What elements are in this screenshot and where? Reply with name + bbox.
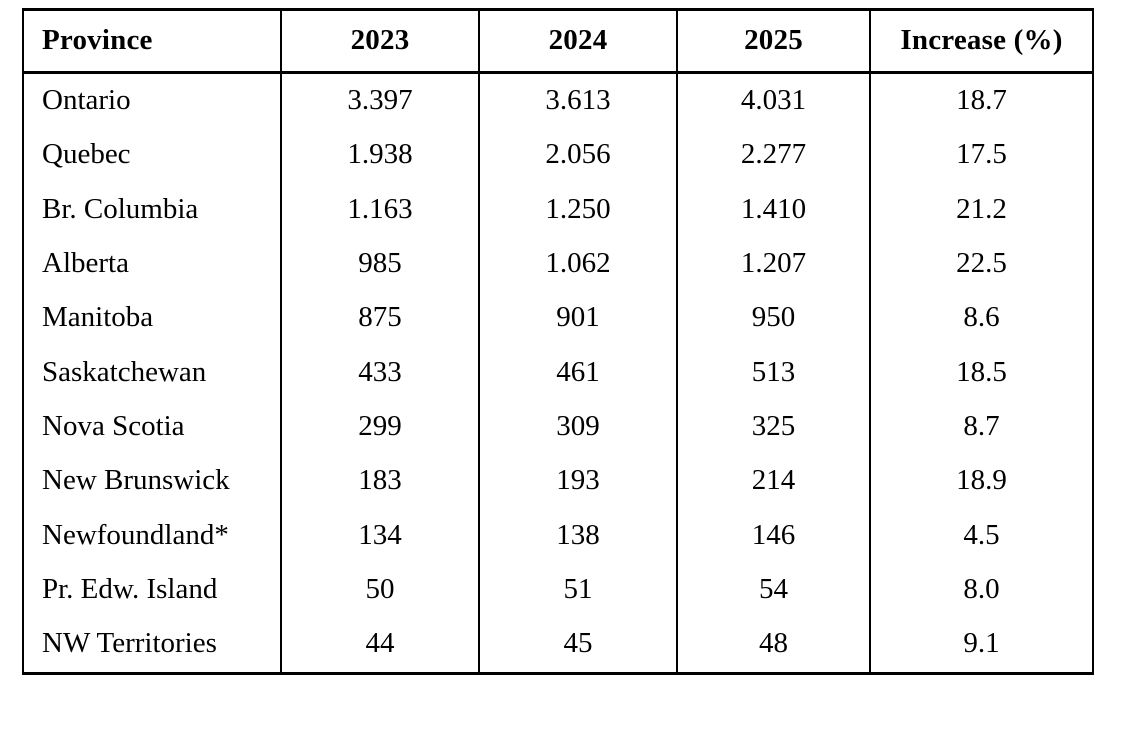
cell-2023: 3.397 <box>281 73 479 129</box>
cell-province: NW Territories <box>42 627 217 660</box>
cell-increase: 9.1 <box>870 617 1093 673</box>
table-row <box>23 563 1093 617</box>
cell-2023: 183 <box>281 454 479 508</box>
cell-increase: 21.2 <box>870 183 1093 237</box>
cell-increase: 8.6 <box>870 291 1093 345</box>
cell-2023: 134 <box>281 509 479 563</box>
cell-increase: 17.5 <box>870 128 1093 182</box>
table-row <box>23 183 1093 237</box>
province-data-table <box>22 8 1094 675</box>
cell-increase: 18.5 <box>870 346 1093 400</box>
column-header-2023: 2023 <box>281 10 479 73</box>
column-header-2025: 2025 <box>677 10 870 73</box>
cell-increase: 18.7 <box>870 73 1093 129</box>
cell-2024: 309 <box>479 400 677 454</box>
cell-2023: 875 <box>281 291 479 345</box>
cell-2024: 51 <box>479 563 677 617</box>
cell-province: New Brunswick <box>42 464 230 497</box>
cell-increase: 22.5 <box>870 237 1093 291</box>
cell-province: Quebec <box>42 138 131 171</box>
cell-province: Newfoundland* <box>42 518 229 551</box>
cell-2023: 299 <box>281 400 479 454</box>
cell-province: Manitoba <box>42 301 154 334</box>
cell-2025: 214 <box>677 454 870 508</box>
table-body <box>23 73 1093 674</box>
cell-2024: 1.250 <box>479 183 677 237</box>
table-row <box>23 454 1093 508</box>
cell-2023: 1.163 <box>281 183 479 237</box>
table-row <box>23 237 1093 291</box>
cell-province: Nova Scotia <box>42 410 185 443</box>
cell-2024: 901 <box>479 291 677 345</box>
table-container <box>22 8 1092 675</box>
table-row <box>23 400 1093 454</box>
cell-2023: 433 <box>281 346 479 400</box>
table-row <box>23 509 1093 563</box>
cell-2024: 138 <box>479 509 677 563</box>
table-header <box>23 10 1093 73</box>
table-row <box>23 73 1093 129</box>
cell-2024: 3.613 <box>479 73 677 129</box>
column-header-province: Province <box>23 10 281 73</box>
cell-2025: 54 <box>677 563 870 617</box>
cell-2025: 2.277 <box>677 128 870 182</box>
cell-2024: 2.056 <box>479 128 677 182</box>
table-row <box>23 291 1093 345</box>
cell-province: Br. Columbia <box>42 192 199 225</box>
cell-province: Ontario <box>42 84 131 116</box>
cell-2023: 1.938 <box>281 128 479 182</box>
table-row <box>23 617 1093 673</box>
cell-2023: 50 <box>281 563 479 617</box>
cell-2023: 44 <box>281 617 479 673</box>
table-row <box>23 346 1093 400</box>
cell-2025: 48 <box>677 617 870 673</box>
column-header-increase: Increase (%) <box>870 10 1093 73</box>
cell-2024: 461 <box>479 346 677 400</box>
cell-increase: 18.9 <box>870 454 1093 508</box>
cell-province: Pr. Edw. Island <box>42 573 218 606</box>
cell-2025: 950 <box>677 291 870 345</box>
cell-2025: 4.031 <box>677 73 870 129</box>
cell-province: Saskatchewan <box>42 355 207 388</box>
cell-2025: 1.410 <box>677 183 870 237</box>
cell-2024: 193 <box>479 454 677 508</box>
cell-province: Alberta <box>42 247 129 280</box>
cell-2024: 1.062 <box>479 237 677 291</box>
cell-2025: 146 <box>677 509 870 563</box>
cell-2023: 985 <box>281 237 479 291</box>
column-header-2024: 2024 <box>479 10 677 73</box>
cell-2025: 1.207 <box>677 237 870 291</box>
cell-increase: 4.5 <box>870 509 1093 563</box>
cell-2024: 45 <box>479 617 677 673</box>
cell-2025: 513 <box>677 346 870 400</box>
cell-increase: 8.0 <box>870 563 1093 617</box>
cell-2025: 325 <box>677 400 870 454</box>
table-row <box>23 128 1093 182</box>
cell-increase: 8.7 <box>870 400 1093 454</box>
table-header-row <box>23 10 1093 73</box>
